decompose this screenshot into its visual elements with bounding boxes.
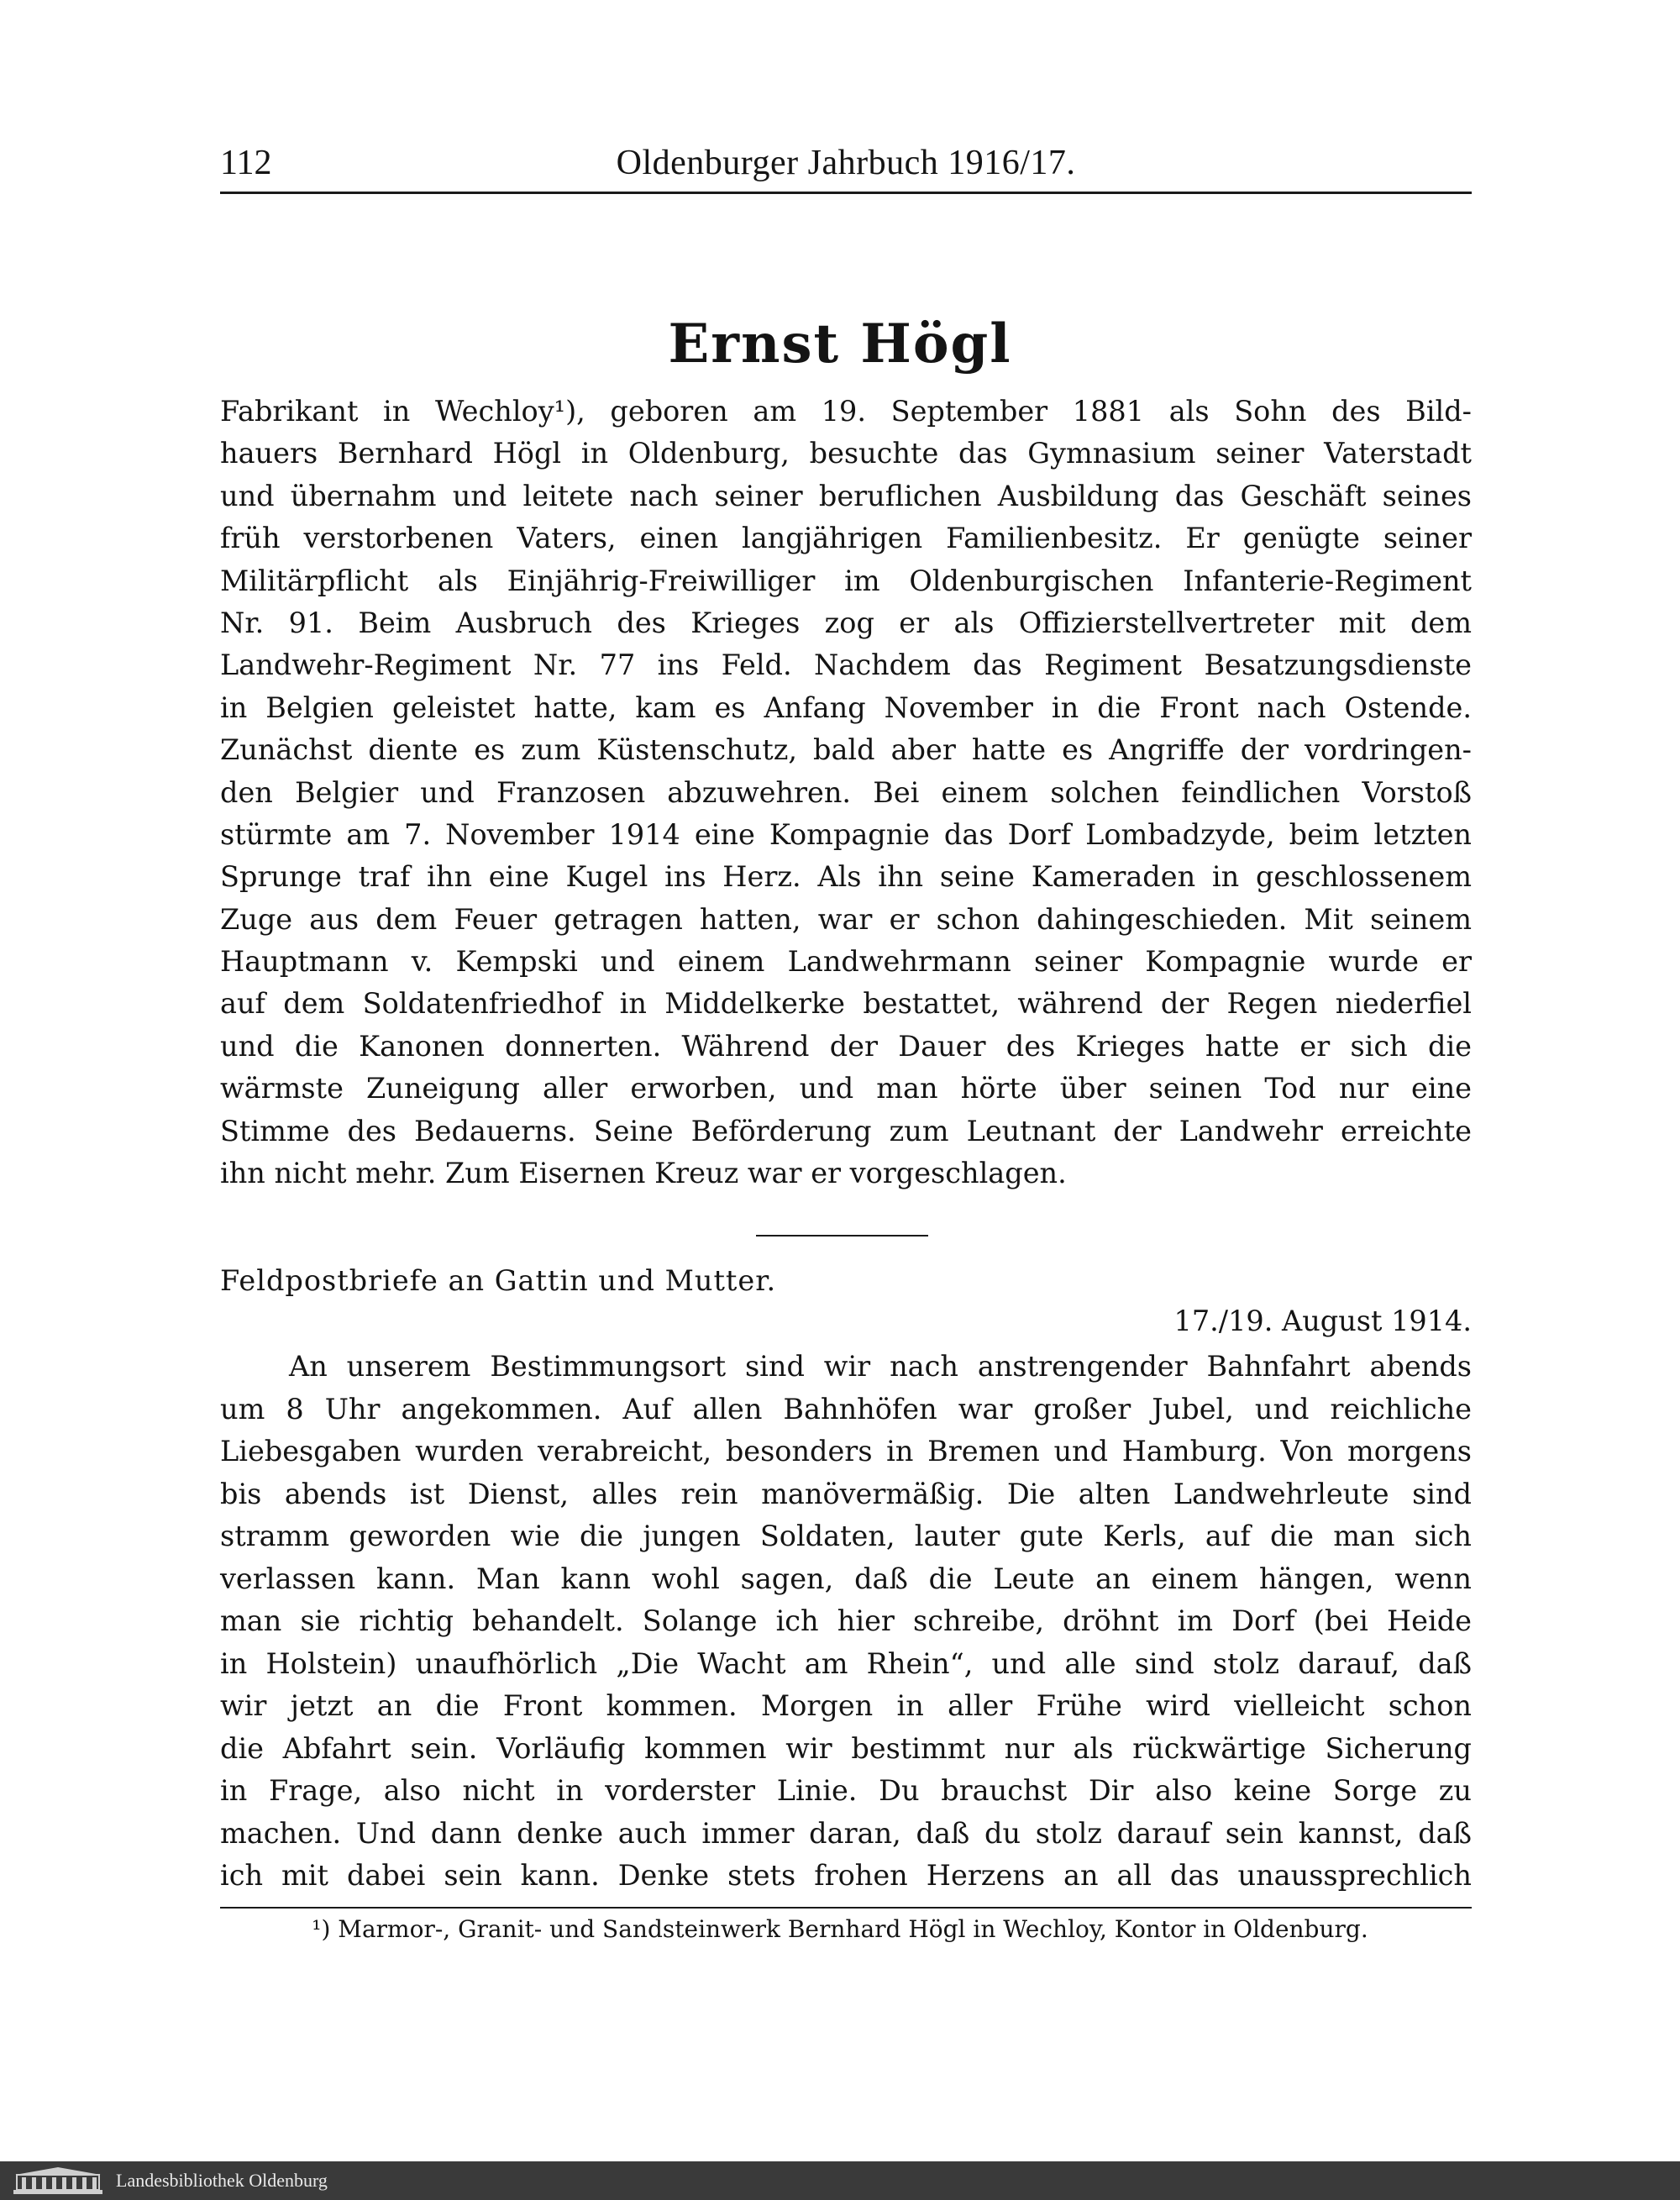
article-title: Ernst Högl (668, 312, 1012, 375)
page-number: 112 (220, 144, 272, 182)
letter-line: stramm geworden wie die jungen Soldaten, lauter gute Kerls, auf die man sich (220, 1520, 1472, 1552)
biography-line: Stimme des Bedauerns. Seine Beförderung zum Leutnant der Landwehr erreichte (220, 1114, 1472, 1147)
section-divider (756, 1235, 928, 1237)
letter-line: die Abfahrt sein. Vorläufig kommen wir bestimmt nur als rückwärtige Sicherung (220, 1731, 1472, 1765)
letter-date: 17./19. August 1914. (1173, 1305, 1472, 1337)
letter-line: wir jetzt an die Front kommen. Morgen in aller Frühe wird vielleicht schon (220, 1689, 1472, 1722)
footnote: ¹) Marmor-, Granit- und Sandsteinwerk Bernhard Högl in Wechloy, Kontor in Oldenburg. (312, 1915, 1368, 1943)
biography-line: Militärpflicht als Einjährig-Freiwilliger im Oldenburgischen Infanterie-Regiment (220, 564, 1472, 597)
biography-line: Landwehr-Regiment Nr. 77 ins Feld. Nachdem das Regiment Besatzungsdienste (220, 648, 1472, 682)
biography-line: Zunächst diente es zum Küstenschutz, bald aber hatte es Angriffe der vordringen- (220, 733, 1472, 767)
letter-paragraph (220, 1346, 1472, 1898)
biography-line: stürmte am 7. November 1914 eine Kompagnie das Dorf Lombadzyde, beim letzten (220, 817, 1472, 851)
running-title: Oldenburger Jahrbuch 1916/17. (616, 144, 1076, 182)
letter-line: ich mit dabei sein kann. Denke stets frohen Herzens an all das unaussprechlich (220, 1859, 1472, 1892)
letters-heading: Feldpostbriefe an Gattin und Mutter. (220, 1264, 777, 1297)
header-rule (220, 192, 1472, 194)
letter-line: in Frage, also nicht in vorderster Linie. Du brauchst Dir also keine Sorge zu (220, 1774, 1472, 1807)
letter-line: verlassen kann. Man kann wohl sagen, daß die Leute an einem hängen, wenn (220, 1562, 1472, 1595)
biography-line: ihn nicht mehr. Zum Eisernen Kreuz war er vorgeschlagen. (220, 1157, 1067, 1190)
biography-line: wärmste Zuneigung aller erworben, und man hörte über seinen Tod nur eine (220, 1072, 1472, 1105)
biography-line: hauers Bernhard Högl in Oldenburg, besuchte das Gymnasium seiner Vaterstadt (220, 437, 1472, 470)
library-bar (0, 2161, 1680, 2200)
library-building-icon (12, 2165, 104, 2197)
letter-line: bis abends ist Dienst, alles rein manövermäßig. Die alten Landwehrleute sind (220, 1477, 1472, 1510)
biography-line: Zuge aus dem Feuer getragen hatten, war er schon dahingeschieden. Mit seinem (220, 902, 1472, 936)
footnote-rule (220, 1907, 1472, 1909)
biography-line: und übernahm und leitete nach seiner beruflichen Ausbildung das Geschäft seines (220, 479, 1472, 512)
biography-line: Fabrikant in Wechloy¹), geboren am 19. September 1881 als Sohn des Bild- (220, 395, 1472, 428)
biography-paragraph (220, 391, 1472, 1195)
biography-line: auf dem Soldatenfriedhof in Middelkerke bestattet, während der Regen niederfiel (220, 987, 1472, 1021)
biography-line: Nr. 91. Beim Ausbruch des Krieges zog er als Offizierstellvertreter mit dem (220, 606, 1472, 639)
biography-line: in Belgien geleistet hatte, kam es Anfang November in die Front nach Ostende. (220, 690, 1472, 724)
letter-line: um 8 Uhr angekommen. Auf allen Bahnhöfen war großer Jubel, und reichliche (220, 1392, 1472, 1426)
biography-line: Sprunge traf ihn eine Kugel ins Herz. Als ihn seine Kameraden in geschlossenem (220, 860, 1472, 894)
biography-line: Hauptmann v. Kempski und einem Landwehrmann seiner Kompagnie wurde er (220, 945, 1472, 979)
biography-line: den Belgier und Franzosen abzuwehren. Bei einem solchen feindlichen Vorstoß (220, 775, 1472, 809)
biography-line: früh verstorbenen Vaters, einen langjährigen Familienbesitz. Er genügte seiner (220, 522, 1472, 555)
letter-line: in Holstein) unaufhörlich „Die Wacht am Rhein“, und alle sind stolz darauf, daß (220, 1646, 1472, 1680)
letter-line: machen. Und dann denke auch immer daran, daß du stolz darauf sein kannst, daß (220, 1816, 1472, 1850)
letter-line: Liebesgaben wurden verabreicht, besonders in Bremen und Hamburg. Von morgens (220, 1435, 1472, 1468)
letter-line: man sie richtig behandelt. Solange ich hier schreibe, dröhnt im Dorf (bei Heide (220, 1604, 1472, 1637)
biography-line: und die Kanonen donnerten. Während der Dauer des Krieges hatte er sich die (220, 1029, 1472, 1063)
letter-line: An unserem Bestimmungsort sind wir nach anstrengender Bahnfahrt abends (289, 1350, 1472, 1383)
library-name: Landesbibliothek Oldenburg (116, 2170, 328, 2191)
